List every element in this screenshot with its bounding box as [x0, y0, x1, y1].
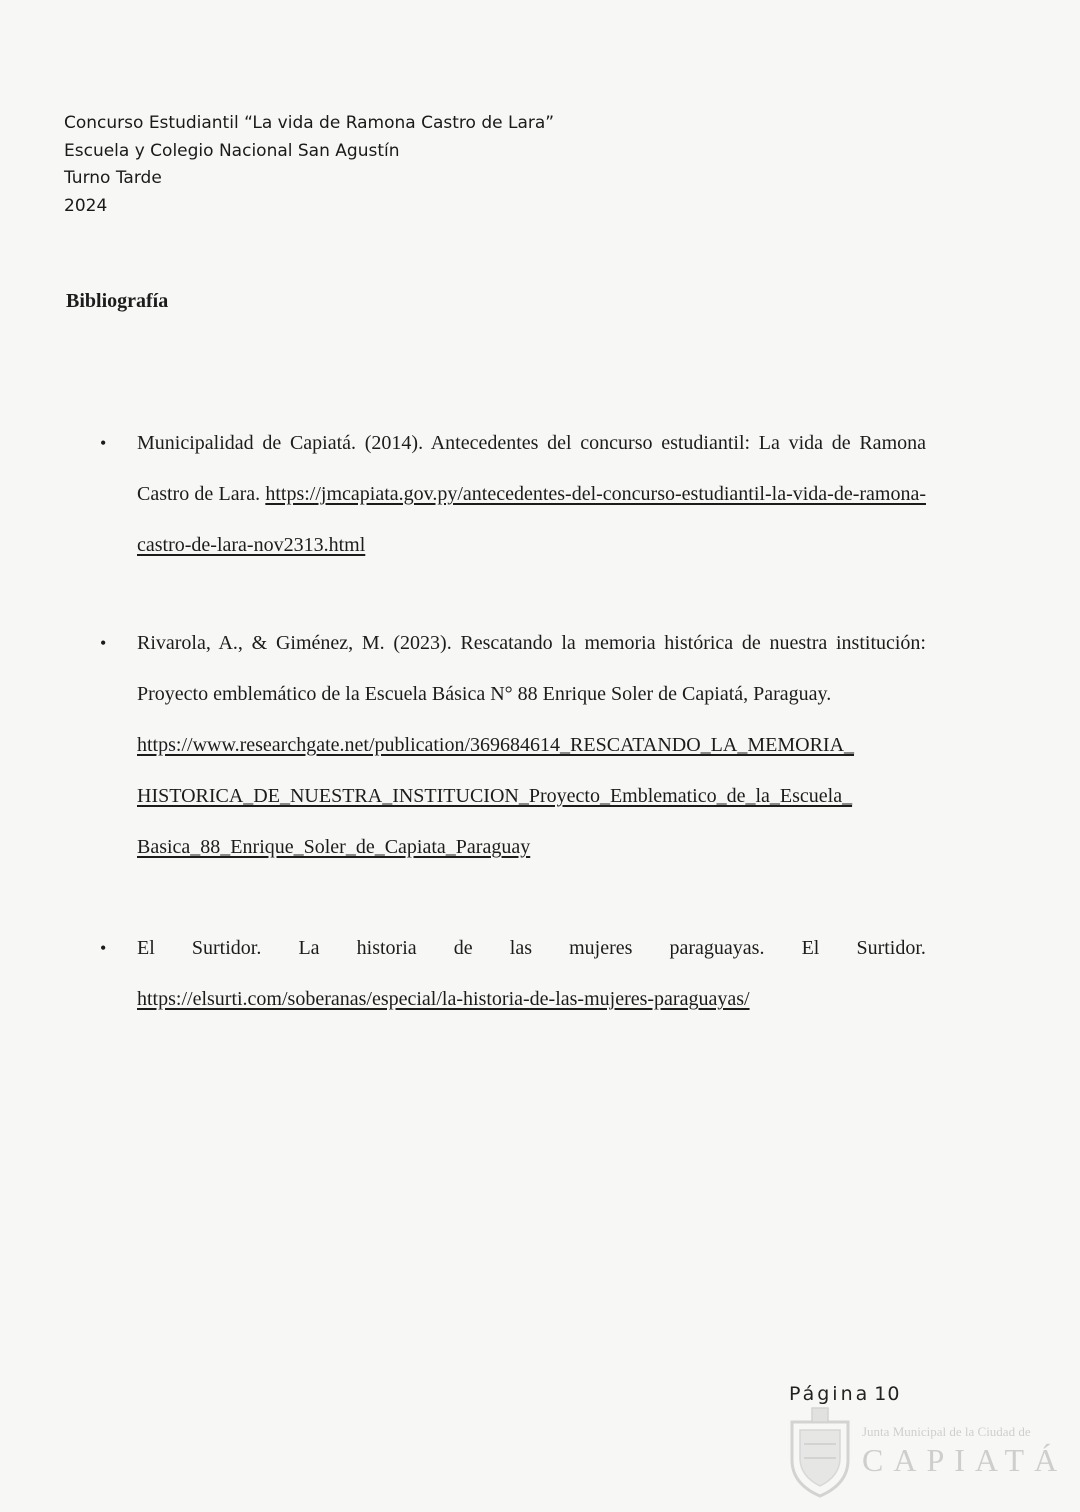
reference-link[interactable]: https://www.researchgate.net/publication/369684614_RESCATANDO_LA_MEMORIA_ [137, 734, 855, 756]
bibliography-list [100, 418, 926, 1025]
reference-word: paraguayas. [669, 937, 765, 959]
seal-city-name: CAPIATÁ [862, 1442, 1068, 1478]
header-contest-title: Concurso Estudiantil “La vida de Ramona Castro de Lara” [64, 113, 555, 133]
header-year: 2024 [64, 195, 108, 216]
reference-word: las [509, 937, 532, 959]
bullet-icon: • [100, 938, 107, 958]
page-number-value: 10 [874, 1383, 901, 1405]
header-shift: Turno Tarde [64, 168, 162, 188]
bibliography-item [100, 418, 926, 571]
reference-word: La [298, 937, 320, 959]
reference-link-continuation[interactable]: Basica_88_Enrique_Soler_de_Capiata_Paraguay [137, 836, 531, 858]
seal-caption: Junta Municipal de la Ciudad de [862, 1424, 1031, 1439]
coat-of-arms-icon [780, 1404, 860, 1500]
reference-word: Surtidor. [191, 937, 262, 959]
bullet-icon: • [100, 433, 107, 453]
bibliography-item [100, 618, 926, 873]
reference-word: mujeres [569, 937, 633, 959]
reference-link[interactable]: https://elsurti.com/soberanas/especial/la-historia-de-las-mujeres-paraguayas/ [137, 988, 750, 1010]
reference-text: Municipalidad de Capiatá. (2014). Antecedentes del concurso estudiantil: La vida de Ramona Castro de Lara. [137, 432, 926, 505]
section-title: Bibliografía [66, 290, 169, 312]
page-number [789, 1383, 900, 1405]
reference-text: Rivarola, A., & Giménez, M. (2023). Rescatando la memoria histórica de nuestra institución: Proyecto emblemático de la Escuela Básica N° 88 Enrique Soler de Capiatá, Paraguay. [137, 632, 926, 705]
document-header [64, 110, 554, 220]
reference-link-continuation[interactable]: HISTORICA_DE_NUESTRA_INSTITUCION_Proyecto_Emblematico_de_la_Escuela_ [137, 785, 853, 807]
municipal-seal-watermark [780, 1404, 1070, 1504]
reference-text [137, 923, 926, 974]
bullet-icon: • [100, 633, 107, 653]
reference-word: historia [356, 937, 417, 959]
reference-link[interactable]: https://jmcapiata.gov.py/antecedentes-del-concurso-estudiantil-la-vida-de-ramona-castro-de-lara-nov2313.html [137, 483, 926, 556]
reference-word: El [801, 937, 820, 959]
bibliography-item [100, 923, 926, 1025]
reference-word: Surtidor. [856, 937, 926, 959]
page-label: Página [789, 1383, 871, 1405]
reference-word: de [453, 937, 473, 959]
reference-word: El [137, 937, 155, 959]
header-school-name: Escuela y Colegio Nacional San Agustín [64, 140, 400, 161]
